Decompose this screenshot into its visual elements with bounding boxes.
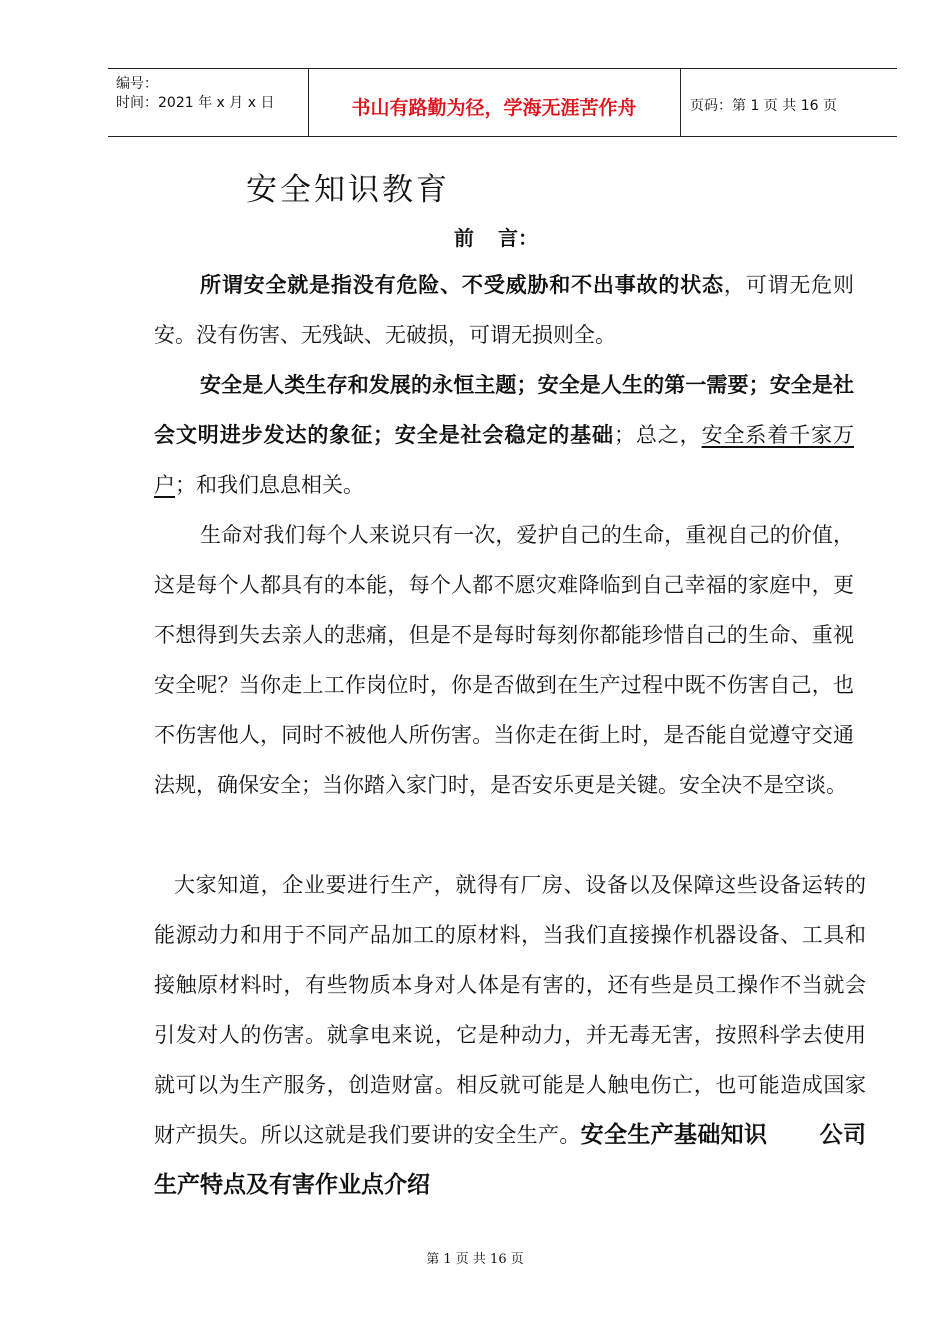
- page-footer: 第 1 页 共 16 页: [426, 1252, 524, 1267]
- section-heading-basics: 安全生产基础知识: [580, 1122, 768, 1148]
- paragraph-definition-bold: 所谓安全就是指没有危险、不受威胁和不出事故的状态: [200, 273, 724, 297]
- page-header: [108, 68, 897, 137]
- document-title: 安全知识教育: [246, 172, 450, 208]
- paragraph-theme: [154, 360, 854, 510]
- paragraph-theme-end: ；和我们息息相关。: [175, 473, 364, 497]
- paragraph-definition-rest: ，可谓无危则安。没有伤害、无残缺、无破损，可谓无损则全。: [154, 273, 855, 347]
- paragraph-production: [154, 860, 866, 1210]
- preface-heading: [454, 222, 538, 251]
- header-motto: 书山有路勤为径，学海无涯苦作舟: [351, 97, 637, 119]
- paragraph-theme-mid: ；总之，: [613, 423, 702, 447]
- paragraph-production-body: 大家知道，企业要进行生产，就得有厂房、设备以及保障这些设备运转的能源动力和用于不同产品加工的原材料，当我们直接操作机器设备、工具和接触原材料时，有些物质本身对人体是有害的，还有些是员工操作不当就会引发对人的伤害。就拿电来说，它是种动力，并无毒无害，按照科学去使用就可以为生产服务，创造财富。相反就可能是人触电伤亡，也可能造成国家财产损失。所以这就是我们要讲的安全生产。: [154, 873, 866, 1147]
- paragraph-life: 生命对我们每个人来说只有一次，爱护自己的生命，重视自己的价值，这是每个人都具有的本能，每个人都不愿灾难降临到自己幸福的家庭中，更不想得到失去亲人的悲痛，但是不是每时每刻你都能珍惜自己的生命、重视安全呢？当你走上工作岗位时，你是否做到在生产过程中既不伤害自己，也不伤害他人，同时不被他人所伤害。当你走在街上时，是否能自觉遵守交通法规，确保安全；当你踏入家门时，是否安乐更是关键。安全决不是空谈。: [154, 523, 854, 797]
- section-heading-company: 公司生产特点及有害作业点介绍: [154, 1122, 867, 1198]
- header-motto-cell: [308, 69, 681, 136]
- header-meta-cell: [108, 69, 309, 136]
- paragraph-theme-underline: 安全系着千家万户: [154, 423, 855, 497]
- number-label: 编号：: [116, 76, 158, 92]
- preface-char-2: 言：: [498, 226, 538, 250]
- paragraph-theme-bold: 安全是人类生存和发展的永恒主题；安全是人生的第一需要；安全是社会文明进步发达的象征；安全是社会稳定的基础: [154, 373, 854, 447]
- paragraph-definition: [154, 260, 854, 360]
- header-page-cell: [680, 69, 897, 136]
- header-page-info: 页码：第 1 页 共 16 页: [690, 98, 837, 114]
- preface-char-1: 前: [454, 226, 474, 250]
- time-label: 时间：2021 年 x 月 x 日: [116, 95, 275, 111]
